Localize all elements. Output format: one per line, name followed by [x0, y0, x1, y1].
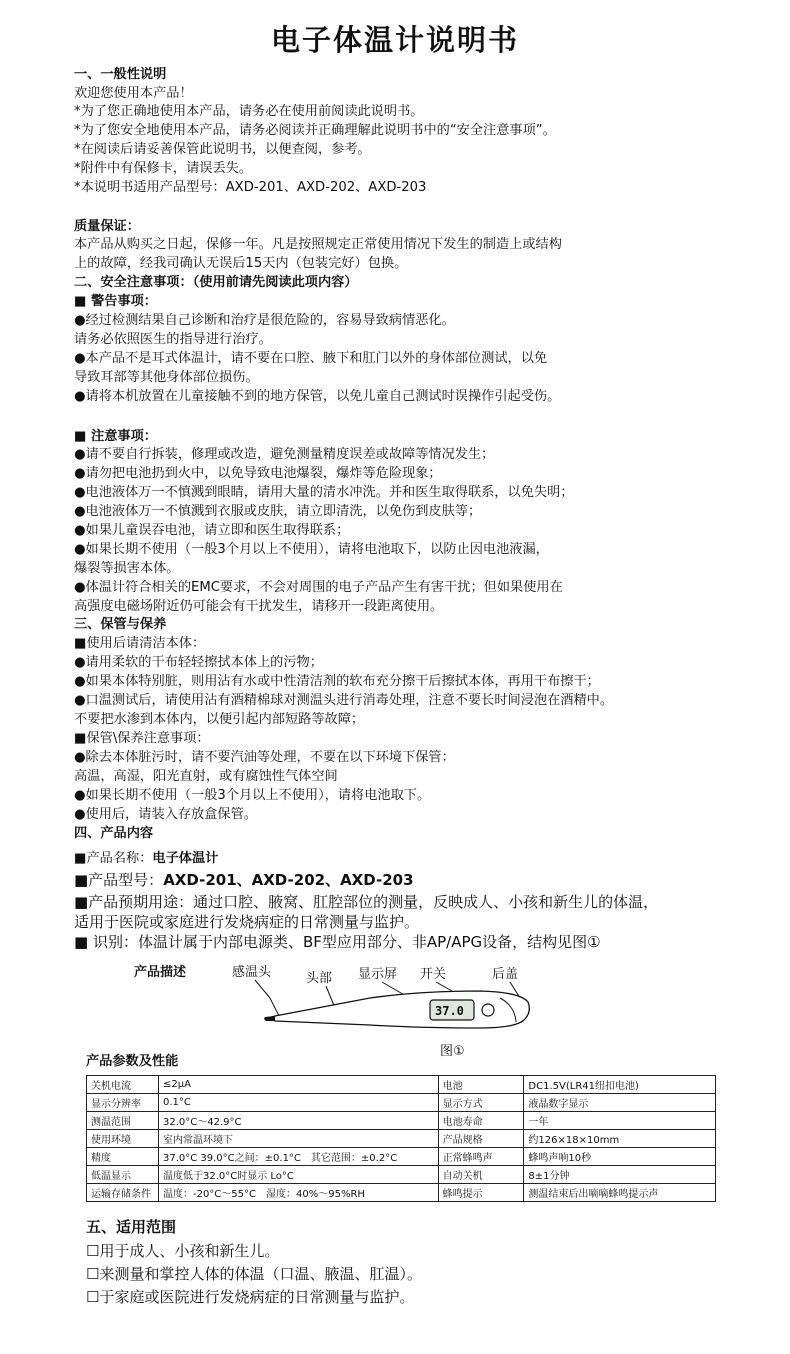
warning-line: 请务必依照医生的指导进行治疗。	[74, 332, 272, 347]
safety-heading: 二、安全注意事项：（使用前请先阅读此项内容）	[74, 275, 358, 290]
warning-heading: ■ 警告事项：	[74, 294, 157, 309]
page-title: 电子体温计说明书	[270, 23, 519, 57]
note-line: ●体温计符合相关的EMC要求，不会对周围的电子产品产生有害干扰；但如果使用在	[74, 580, 563, 595]
param-value: 0.1°C	[158, 1094, 438, 1112]
params-heading: 产品参数及性能	[86, 1054, 179, 1069]
table-row	[87, 1148, 716, 1166]
quality-line: 上的故障，经我司确认无误后15天内（包装完好）包换。	[74, 256, 408, 271]
param-value: 测温结束后出嘀嘀蜂鸣提示声	[524, 1184, 716, 1202]
table-row	[87, 1166, 716, 1184]
storage-line: ●使用后，请装入存放盒保管。	[74, 807, 257, 822]
storage-line: 高温，高湿，阳光直射，或有腐蚀性气体空间	[74, 769, 338, 784]
param-value: DC1.5V(LR41纽扣电池)	[524, 1076, 716, 1094]
note-heading: ■ 注意事项：	[74, 429, 157, 444]
table-row	[87, 1112, 716, 1130]
warning-line: ●本产品不是耳式体温计，请不要在口腔、腋下和肛门以外的身体部位测试，以免	[74, 351, 548, 366]
diagram-caption: 产品描述	[134, 965, 187, 980]
param-name: 测温范围	[87, 1112, 159, 1130]
param-name: 产品规格	[438, 1130, 524, 1148]
table-row	[87, 1076, 716, 1094]
storage-line: ●口温测试后，请使用沾有酒精棉球对测温头进行消毒处理，注意不要长时间浸泡在酒精中。	[74, 693, 614, 708]
lcd-value: 37.0	[435, 1004, 464, 1018]
param-value: 约126×18×10mm	[524, 1130, 716, 1148]
note-line: ●请不要自行拆装，修理或改造，避免测量精度误差或故障等情况发生；	[74, 447, 495, 462]
param-value: 蜂鸣声响10秒	[524, 1148, 716, 1166]
param-value: 温度低于32.0°C时显示 Lo°C	[158, 1166, 438, 1184]
scope-line: ☐用于成人、小孩和新生儿。	[86, 1242, 280, 1260]
scope-line: ☐于家庭或医院进行发烧病症的日常测量与监护。	[86, 1288, 415, 1306]
storage-line: ■使用后请清洁本体：	[74, 636, 206, 651]
param-name: 显示分辨率	[87, 1094, 159, 1112]
param-name: 显示方式	[438, 1094, 524, 1112]
param-value: 8±1分钟	[524, 1166, 716, 1184]
label-sensor: 感温头	[232, 965, 272, 980]
param-value: 室内常温环境下	[158, 1130, 438, 1148]
general-heading: 一、一般性说明	[74, 67, 167, 82]
product-model-row	[74, 871, 414, 889]
param-name: 蜂鸣提示	[438, 1184, 524, 1202]
general-line: *在阅读后请妥善保管此说明书，以便查阅，参考。	[74, 142, 371, 157]
param-name: 低温显示	[87, 1166, 159, 1184]
storage-line: 不要把水渗到本体内，以便引起内部短路等故障；	[74, 712, 365, 727]
param-value: 一年	[524, 1112, 716, 1130]
warning-line: ●经过检测结果自己诊断和治疗是很危险的，容易导致病情恶化。	[74, 313, 455, 328]
product-model-value: AXD-201、AXD-202、AXD-203	[163, 871, 414, 889]
table-row	[87, 1094, 716, 1112]
warning-line: ●请将本机放置在儿童接触不到的地方保管，以免儿童自己测试时误操作引起受伤。	[74, 389, 561, 404]
storage-line: ●除去本体脏污时，请不要汽油等处理，不要在以下环境下保管：	[74, 750, 455, 765]
product-model-label: ■产品型号：	[74, 871, 164, 889]
note-line: ●如果长期不使用（一般3个月以上不使用），请将电池取下，以防止因电池液漏，	[74, 542, 549, 557]
param-value: ≤2μA	[158, 1076, 438, 1094]
param-name: 关机电流	[87, 1076, 159, 1094]
storage-line: ●如果本体特别脏，则用沾有水或中性清洁剂的软布充分擦干后擦拭本体，再用干布擦干；	[74, 674, 600, 689]
product-heading: 四、产品内容	[74, 826, 154, 841]
param-name: 电池	[438, 1076, 524, 1094]
param-name: 正常蜂鸣声	[438, 1148, 524, 1166]
note-line: ●请勿把电池扔到火中，以免导致电池爆裂，爆炸等危险现象；	[74, 466, 442, 481]
quality-heading: 质量保证：	[74, 219, 140, 234]
note-line: ●电池液体万一不慎溅到衣服或皮肤，请立即清洗，以免伤到皮肤等；	[74, 504, 482, 519]
general-line: 欢迎您使用本产品！	[74, 86, 193, 101]
param-value: 32.0°C～42.9°C	[158, 1112, 438, 1130]
note-line: 高强度电磁场附近仍可能会有干扰发生，请移开一段距离使用。	[74, 599, 444, 614]
table-row	[87, 1130, 716, 1148]
product-use-line: ■产品预期用途：通过口腔、腋窝、肛腔部位的测量，反映成人、小孩和新生儿的体温，	[74, 893, 659, 911]
general-line: *为了您安全地使用本产品，请务必阅读并正确理解此说明书中的“安全注意事项”。	[74, 123, 556, 138]
params-table	[86, 1075, 716, 1202]
param-value: 37.0°C 39.0°C之间：±0.1°C 其它范围：±0.2°C	[158, 1148, 438, 1166]
figure-label: 图①	[440, 1044, 465, 1059]
note-line: ●如果儿童误吞电池，请立即和医生取得联系；	[74, 523, 350, 538]
storage-line: ●请用柔软的干布轻轻擦拭本体上的污物；	[74, 655, 323, 670]
param-value: 温度：-20°C～55°C 湿度：40%～95%RH	[158, 1184, 438, 1202]
param-name: 自动关机	[438, 1166, 524, 1184]
param-name: 使用环境	[87, 1130, 159, 1148]
product-name-label: ■产品名称：	[74, 851, 153, 866]
label-display: 显示屏	[358, 967, 398, 982]
param-name: 电池寿命	[438, 1112, 524, 1130]
product-use-line: 适用于医院或家庭进行发烧病症的日常测量与监护。	[74, 913, 420, 931]
storage-line: ●如果长期不使用（一般3个月以上不使用），请将电池取下。	[74, 788, 431, 803]
storage-heading: 三、保管与保养	[74, 617, 167, 632]
note-line: ●电池液体万一不慎溅到眼睛，请用大量的清水冲洗。并和医生取得联系，以免失明；	[74, 485, 574, 500]
note-line: 爆裂等损害本体。	[74, 561, 180, 576]
general-line: *附件中有保修卡，请误丢失。	[74, 161, 253, 176]
label-switch: 开关	[420, 967, 447, 982]
quality-line: 本产品从购买之日起，保修一年。凡是按照规定正常使用情况下发生的制造上或结构	[74, 237, 562, 252]
product-name-value: 电子体温计	[152, 851, 219, 866]
product-ident-line: ■ 识别：体温计属于内部电源类、BF型应用部分、非AP/APG设备，结构见图①	[74, 933, 601, 951]
scope-heading: 五、适用范围	[86, 1218, 177, 1236]
thermometer-icon	[264, 991, 529, 1028]
thermometer-diagram	[120, 958, 590, 1058]
general-line: *本说明书适用产品型号：AXD-201、AXD-202、AXD-203	[74, 180, 427, 195]
param-name: 精度	[87, 1148, 159, 1166]
product-name-row	[74, 850, 218, 868]
label-back-cover: 后盖	[492, 967, 519, 982]
general-line: *为了您正确地使用本产品，请务必在使用前阅读此说明书。	[74, 104, 424, 119]
param-value: 液晶数字显示	[524, 1094, 716, 1112]
warning-line: 导致耳部等其他身体部位损伤。	[74, 370, 259, 385]
power-button-icon	[482, 1004, 494, 1016]
storage-line: ■保管\保养注意事项：	[74, 731, 210, 746]
param-name: 运输存储条件	[87, 1184, 159, 1202]
table-row	[87, 1184, 716, 1202]
scope-line: ☐来测量和掌控人体的体温（口温、腋温、肛温）。	[86, 1265, 422, 1283]
label-head: 头部	[306, 971, 333, 986]
